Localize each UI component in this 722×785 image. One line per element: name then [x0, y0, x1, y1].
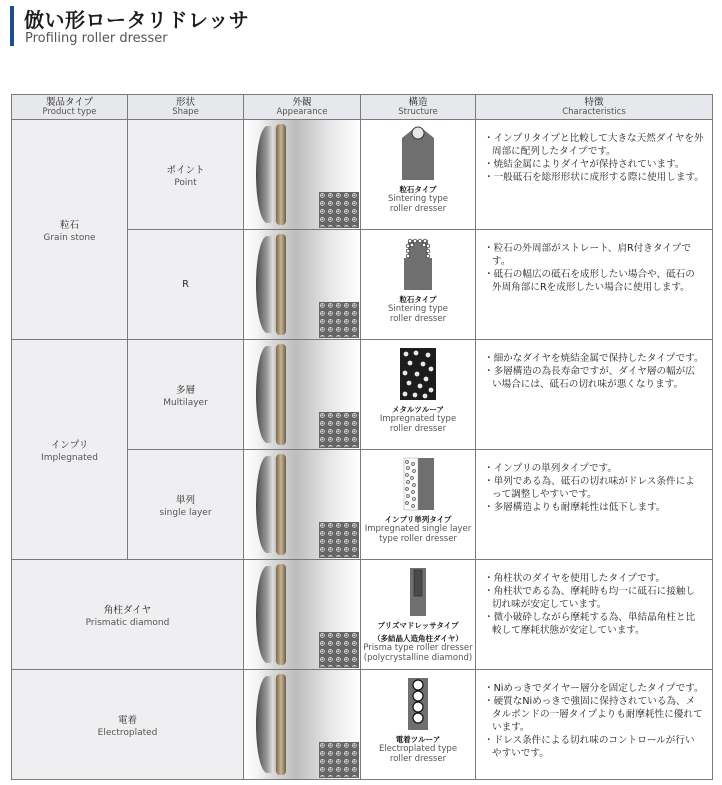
- feature-item: ・多層構造の為長寿命ですが、ダイヤ層の幅が広い場合には、砥石の切れ味が悪くなります。: [484, 366, 695, 390]
- category-label-en: Electroplated: [97, 727, 158, 738]
- closeup-inset-image: [319, 192, 359, 228]
- structure-name-en: Sintering type: [387, 194, 449, 204]
- feature-item: ・粒石の外周部がストレート、肩R付きタイプです。: [484, 243, 692, 267]
- characteristics-cell: [476, 560, 713, 670]
- feature-item: ・角柱状のダイヤを使用したタイプです。: [484, 573, 666, 584]
- col-product-type: [12, 95, 128, 120]
- category-label-en: Grain stone: [43, 232, 96, 243]
- product-photo: [244, 560, 360, 669]
- structure-cell: [361, 450, 476, 560]
- shape-label-en: single layer: [159, 507, 212, 518]
- r-structure-diagram: [398, 236, 438, 292]
- shape-label-jp: R: [182, 279, 189, 290]
- product-photo: [244, 670, 360, 779]
- shape-cell: [128, 230, 244, 340]
- structure-name-en: Impregnated single layer: [364, 524, 472, 534]
- structure-name-jp: プリズマドレッサタイプ: [377, 621, 459, 630]
- prisma-structure-diagram: [398, 566, 438, 618]
- category-label-en: Prismatic diamond: [85, 617, 170, 628]
- closeup-inset-image: [319, 302, 359, 338]
- category-impregnated: [12, 340, 128, 560]
- feature-item: ・インプリの単列タイプです。: [484, 463, 617, 474]
- col-label-jp: 外観: [292, 96, 312, 108]
- shape-label-jp: 単列: [175, 494, 195, 506]
- shape-cell: [128, 120, 244, 230]
- table-row: [12, 340, 713, 450]
- closeup-inset-image: [319, 412, 359, 448]
- col-shape: [128, 95, 244, 120]
- feature-list: [476, 132, 712, 184]
- feature-list: [476, 462, 712, 514]
- appearance-cell: [244, 560, 361, 670]
- dresser-rim-image: [276, 344, 286, 445]
- feature-item: ・砥石の幅広の砥石を成形したい場合や、砥石の外周角部にRを成形したい場合に使用します。: [484, 269, 695, 293]
- table-row: [12, 670, 713, 780]
- structure-cell: [361, 120, 476, 230]
- structure-cell: [361, 670, 476, 780]
- structure-name-jp: 粒石タイプ: [399, 185, 437, 194]
- feature-item: ・Niめっきでダイヤー層分を固定したタイプです。: [484, 683, 704, 694]
- appearance-cell: [244, 230, 361, 340]
- structure-name-en: Prisma type roller dresser: [363, 643, 473, 653]
- characteristics-cell: [476, 340, 713, 450]
- feature-list: [476, 352, 712, 391]
- feature-list: [476, 242, 712, 294]
- characteristics-cell: [476, 120, 713, 230]
- col-label-jp: 形状: [175, 96, 195, 108]
- col-label-jp: 製品タイプ: [45, 96, 94, 108]
- feature-item: ・硬質なNiめっきで強固に保持されている為、メタルボンドの一層タイプよりも耐摩耗性に優れています。: [484, 696, 703, 733]
- col-label-en: Product type: [42, 106, 97, 117]
- header-row: [12, 95, 713, 120]
- structure-name-jp: メタルツルーア: [391, 405, 445, 414]
- structure-name-en: Sintering type: [387, 304, 449, 314]
- closeup-inset-image: [319, 522, 359, 558]
- col-label-en: Shape: [172, 106, 199, 117]
- structure-name-jp: 電着ツルーア: [395, 735, 441, 744]
- col-characteristics: [476, 95, 713, 120]
- shape-cell: [128, 340, 244, 450]
- col-label-en: Appearance: [276, 106, 328, 117]
- feature-item: ・多層構造よりも耐摩耗性は低下します。: [484, 502, 666, 513]
- structure-cell: [361, 340, 476, 450]
- feature-item: ・角柱状である為、摩耗時も均一に砥石に接触し切れ味が安定しています。: [484, 586, 696, 610]
- structure-name-en: roller dresser: [389, 313, 447, 324]
- structure-name-en: type roller dresser: [379, 533, 457, 544]
- structure-name-en: Electroplated type: [378, 744, 458, 754]
- col-label-jp: 特徴: [584, 96, 604, 108]
- shape-label-en: Multilayer: [163, 397, 208, 408]
- dresser-rim-image: [276, 124, 286, 225]
- category-grain-stone: [12, 120, 128, 340]
- characteristics-cell: [476, 670, 713, 780]
- category-prismatic-diamond: [12, 560, 244, 670]
- structure-name-en: Impregnated type: [379, 414, 457, 424]
- category-label-jp: 角柱ダイヤ: [103, 604, 152, 616]
- dresser-rim-image: [276, 564, 286, 665]
- appearance-cell: [244, 340, 361, 450]
- category-electroplated: [12, 670, 244, 780]
- dresser-rim-image: [276, 234, 286, 335]
- structure-name-en: roller dresser: [389, 423, 447, 434]
- shape-label-en: Point: [174, 177, 197, 188]
- characteristics-cell: [476, 450, 713, 560]
- shape-cell: [128, 450, 244, 560]
- closeup-inset-image: [319, 632, 359, 668]
- feature-item: ・単列である為、砥石の切れ味がドレス条件によって調整しやすいです。: [484, 476, 695, 500]
- product-photo: [244, 120, 360, 229]
- table-row: [12, 120, 713, 230]
- dresser-rim-image: [276, 674, 286, 775]
- category-label-jp: インプリ: [50, 439, 89, 451]
- structure-name-jp: 粒石タイプ: [399, 295, 437, 304]
- feature-list: [476, 682, 712, 760]
- page-subtitle: Profiling roller dresser: [25, 31, 168, 46]
- point-structure-diagram: [398, 126, 438, 182]
- closeup-inset-image: [319, 742, 359, 778]
- category-label-jp: 電着: [117, 714, 137, 726]
- structure-cell: [361, 230, 476, 340]
- structure-name-jp: （多結晶人造角柱ダイヤ）: [373, 634, 463, 643]
- col-label-jp: 構造: [408, 96, 428, 108]
- product-photo: [244, 450, 360, 559]
- feature-item: ・焼結金属によりダイヤが保持されています。: [484, 159, 685, 170]
- characteristics-cell: [476, 230, 713, 340]
- product-photo: [244, 340, 360, 449]
- shape-label-jp: ポイント: [166, 164, 205, 176]
- structure-name-en: roller dresser: [389, 203, 447, 214]
- col-label-en: Structure: [398, 106, 438, 117]
- col-label-en: Characteristics: [562, 106, 626, 117]
- feature-item: ・微小破砕しながら摩耗する為、単結晶角柱と比較して摩耗状態が安定しています。: [484, 612, 696, 636]
- feature-item: ・インプリタイプと比較して大きな天然ダイヤを外周部に配列したタイプです。: [484, 133, 704, 157]
- col-appearance: [244, 95, 361, 120]
- table-row: [12, 560, 713, 670]
- feature-item: ・ドレス条件による切れ味のコントロールが行いやすいです。: [484, 735, 695, 759]
- feature-item: ・細かなダイヤを焼結金属で保持したタイプです。: [484, 353, 704, 364]
- structure-name-jp: インプリ単列タイプ: [384, 515, 452, 524]
- product-table: [11, 94, 713, 780]
- electroplated-structure-diagram: [398, 676, 438, 732]
- shape-label-jp: 多層: [175, 384, 195, 396]
- category-label-en: Implegnated: [41, 452, 98, 463]
- single-layer-structure-diagram: [398, 456, 438, 512]
- product-photo: [244, 230, 360, 339]
- feature-list: [476, 572, 712, 637]
- col-structure: [361, 95, 476, 120]
- structure-name-en: (polycrystalline diamond): [363, 652, 473, 663]
- appearance-cell: [244, 670, 361, 780]
- appearance-cell: [244, 450, 361, 560]
- dresser-rim-image: [276, 454, 286, 555]
- structure-name-en: roller dresser: [389, 753, 447, 764]
- appearance-cell: [244, 120, 361, 230]
- category-label-jp: 粒石: [59, 219, 79, 231]
- multilayer-structure-diagram: [398, 346, 438, 402]
- feature-item: ・一般砥石を総形形状に成形する際に使用します。: [484, 172, 704, 183]
- page-title: 倣い形ロータリドレッサ: [24, 8, 250, 32]
- title-accent-bar: [10, 6, 14, 46]
- structure-cell: [361, 560, 476, 670]
